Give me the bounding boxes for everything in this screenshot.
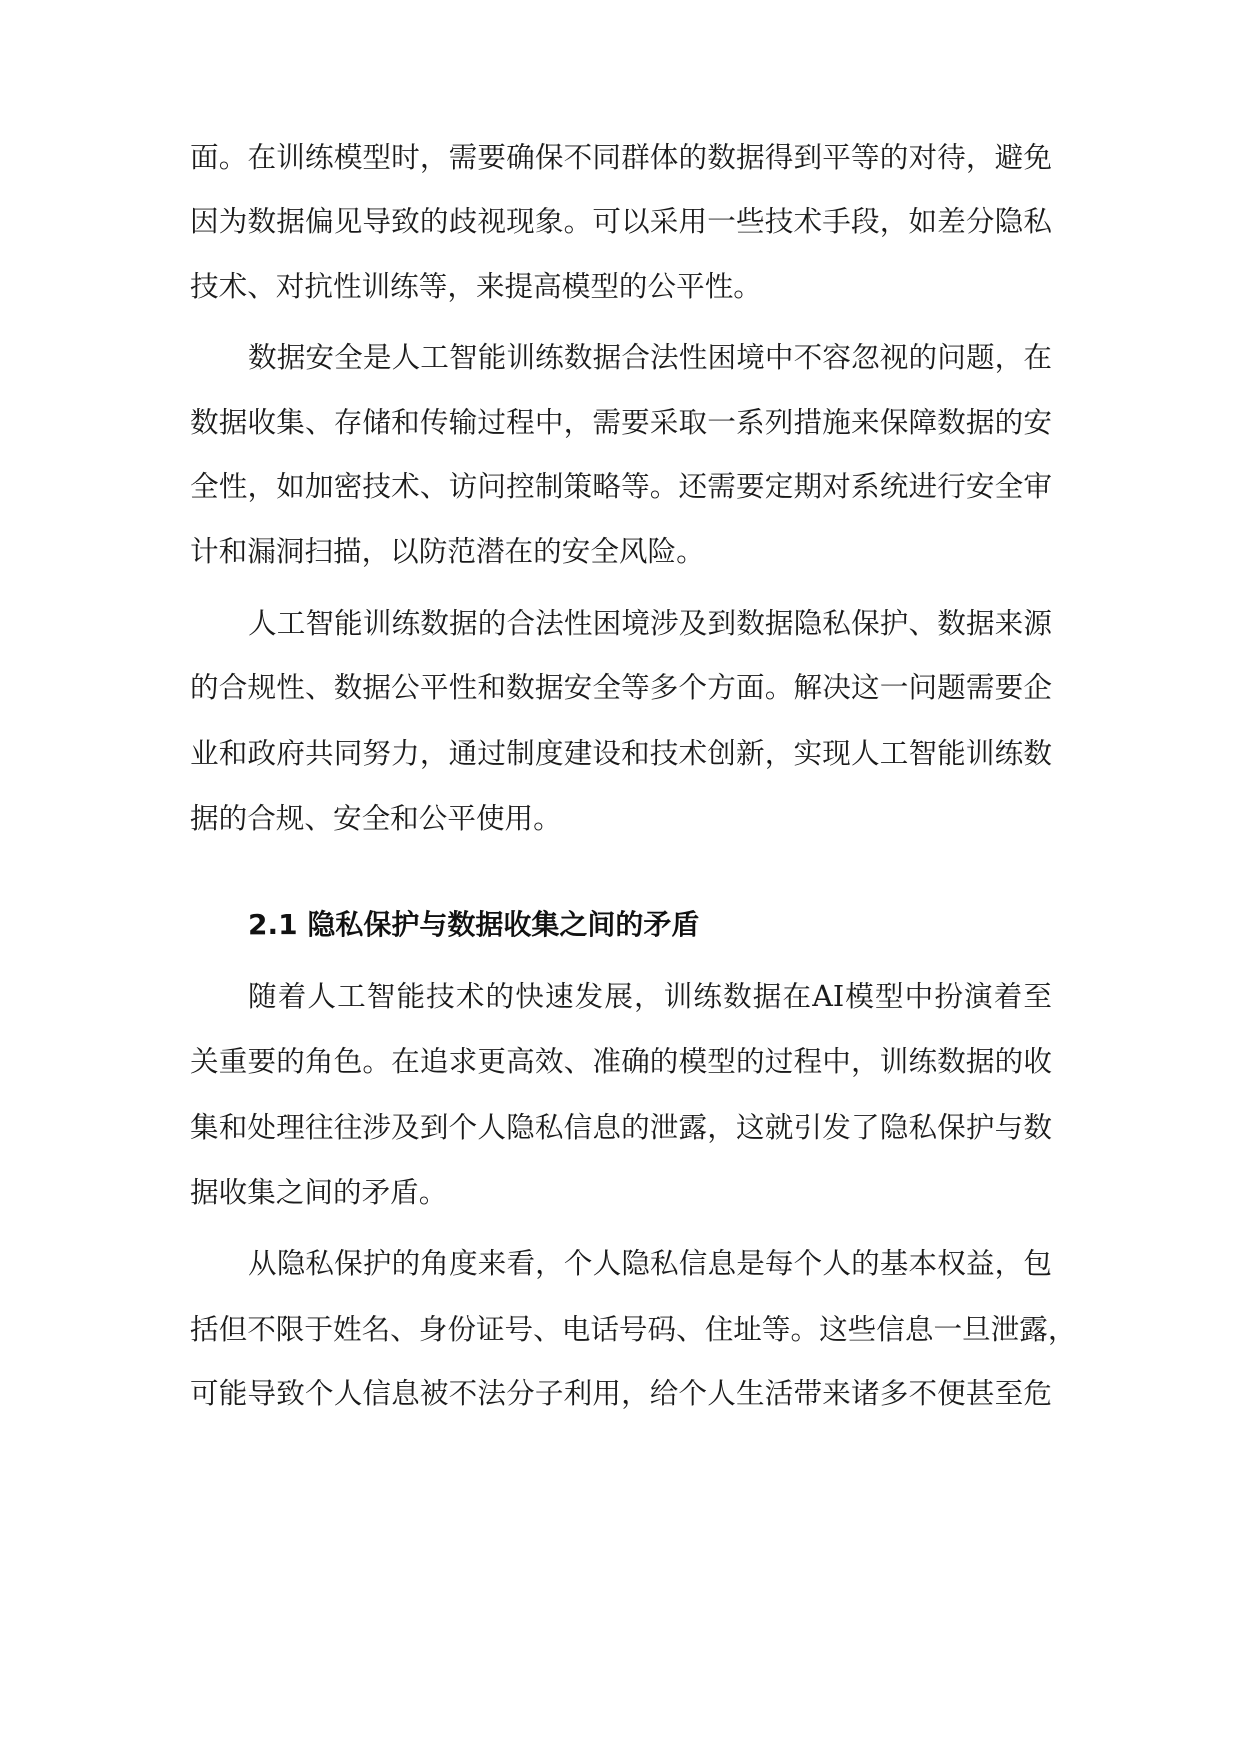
paragraph-1-line-3: 技术、对抗性训练等，来提高模型的公平性。 [190,269,762,303]
paragraph-2-line-1: 数据安全是人工智能训练数据合法性困境中不容忽视的问题，在 [248,340,1052,374]
section-heading: 2.1 隐私保护与数据收集之间的矛盾 [248,908,700,941]
section-paragraph-1-line-2: 关重要的角色。在追求更高效、准确的模型的过程中，训练数据的收 [190,1044,1052,1078]
section-paragraph-2-line-1: 从隐私保护的角度来看，个人隐私信息是每个人的基本权益，包 [248,1246,1052,1280]
section-paragraph-2-line-2: 括但不限于姓名、身份证号、电话号码、住址等。这些信息一旦泄露， [190,1312,1077,1346]
paragraph-1-line-1: 面。在训练模型时，需要确保不同群体的数据得到平等的对待，避免 [190,140,1052,174]
paragraph-2-line-4: 计和漏洞扫描，以防范潜在的安全风险。 [190,534,705,568]
paragraph-3-line-1: 人工智能训练数据的合法性困境涉及到数据隐私保护、数据来源 [248,606,1052,640]
paragraph-2-line-2: 数据收集、存储和传输过程中，需要采取一系列措施来保障数据的安 [190,405,1052,439]
section-paragraph-1-line-4: 据收集之间的矛盾。 [190,1175,448,1209]
section-paragraph-2-line-3: 可能导致个人信息被不法分子利用，给个人生活带来诸多不便甚至危 [190,1376,1052,1410]
section-paragraph-1-line-3: 集和处理往往涉及到个人隐私信息的泄露，这就引发了隐私保护与数 [190,1110,1052,1144]
paragraph-3-line-3: 业和政府共同努力，通过制度建设和技术创新，实现人工智能训练数 [190,736,1052,770]
paragraph-1-line-2: 因为数据偏见导致的歧视现象。可以采用一些技术手段，如差分隐私 [190,204,1052,238]
paragraph-3-line-4: 据的合规、安全和公平使用。 [190,801,562,835]
paragraph-3-line-2: 的合规性、数据公平性和数据安全等多个方面。解决这一问题需要企 [190,670,1052,704]
section-paragraph-1-line-1: 随着人工智能技术的快速发展，训练数据在AI模型中扮演着至 [248,979,1052,1013]
paragraph-2-line-3: 全性，如加密技术、访问控制策略等。还需要定期对系统进行安全审 [190,469,1052,503]
